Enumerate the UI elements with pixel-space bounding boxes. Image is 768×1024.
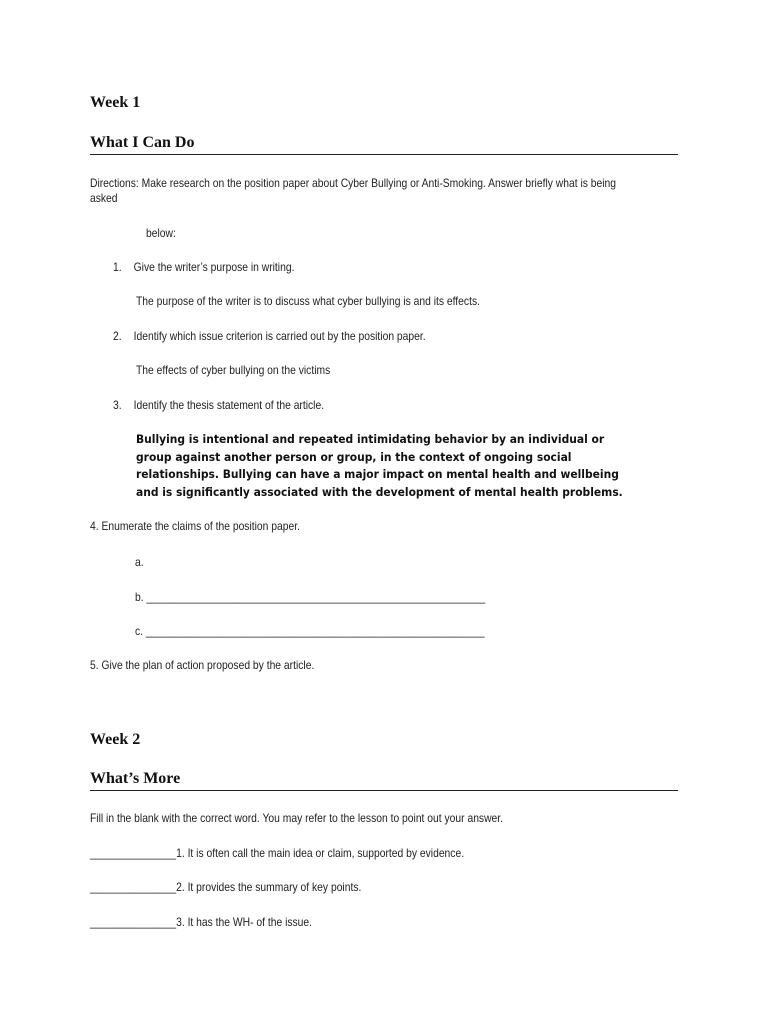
question-3: [113, 397, 324, 413]
week2-section-rule: [90, 790, 678, 791]
directions-line-3: below:: [146, 226, 176, 240]
fill-in-item-1: _______________1. It is often call the main idea or claim, supported by evidence.: [90, 846, 465, 860]
question-2-text: Identify which issue criterion is carried out by the position paper.: [133, 329, 426, 343]
question-3-text: Identify the thesis statement of the article.: [133, 398, 325, 412]
week1-section-title: What I Can Do: [90, 134, 195, 151]
question-2: [113, 328, 426, 344]
claim-b-blank: b. ___________________________________________________________: [135, 590, 486, 604]
answer-3-thesis: Bullying is intentional and repeated intimidating behavior by an individual or group against another person or group, in the context of ongoing social relationships. Bullying can have a major impact on mental health and wellbeing and is significantly associated with the development of mental health problems.: [136, 432, 623, 500]
claim-a: a.: [135, 555, 144, 569]
claim-c-blank: c. ___________________________________________________________: [135, 624, 485, 638]
week2-section-title: What’s More: [90, 770, 181, 787]
answer-2: The effects of cyber bullying on the victims: [136, 363, 331, 377]
question-5: 5. Give the plan of action proposed by the article.: [90, 658, 315, 672]
question-1-number: 1.: [113, 260, 122, 274]
question-3-number: 3.: [113, 398, 122, 412]
fill-in-instructions: Fill in the blank with the correct word. You may refer to the lesson to point out your answer.: [90, 811, 504, 825]
question-1-text: Give the writer’s purpose in writing.: [133, 260, 295, 274]
directions-line-1: Directions: Make research on the position paper about Cyber Bullying or Anti-Smoking. Answer briefly what is being: [90, 176, 617, 190]
question-4: 4. Enumerate the claims of the position paper.: [90, 519, 300, 533]
question-2-number: 2.: [113, 329, 122, 343]
week1-section-rule: [90, 154, 678, 155]
question-1: [113, 259, 294, 275]
fill-in-item-3: _______________3. It has the WH- of the issue.: [90, 915, 313, 929]
answer-1: The purpose of the writer is to discuss what cyber bullying is and its effects.: [136, 294, 480, 308]
directions-line-2: asked: [90, 191, 118, 205]
week1-heading: Week 1: [90, 94, 141, 111]
week2-heading: Week 2: [90, 731, 141, 748]
fill-in-item-2: _______________2. It provides the summary of key points.: [90, 880, 362, 894]
